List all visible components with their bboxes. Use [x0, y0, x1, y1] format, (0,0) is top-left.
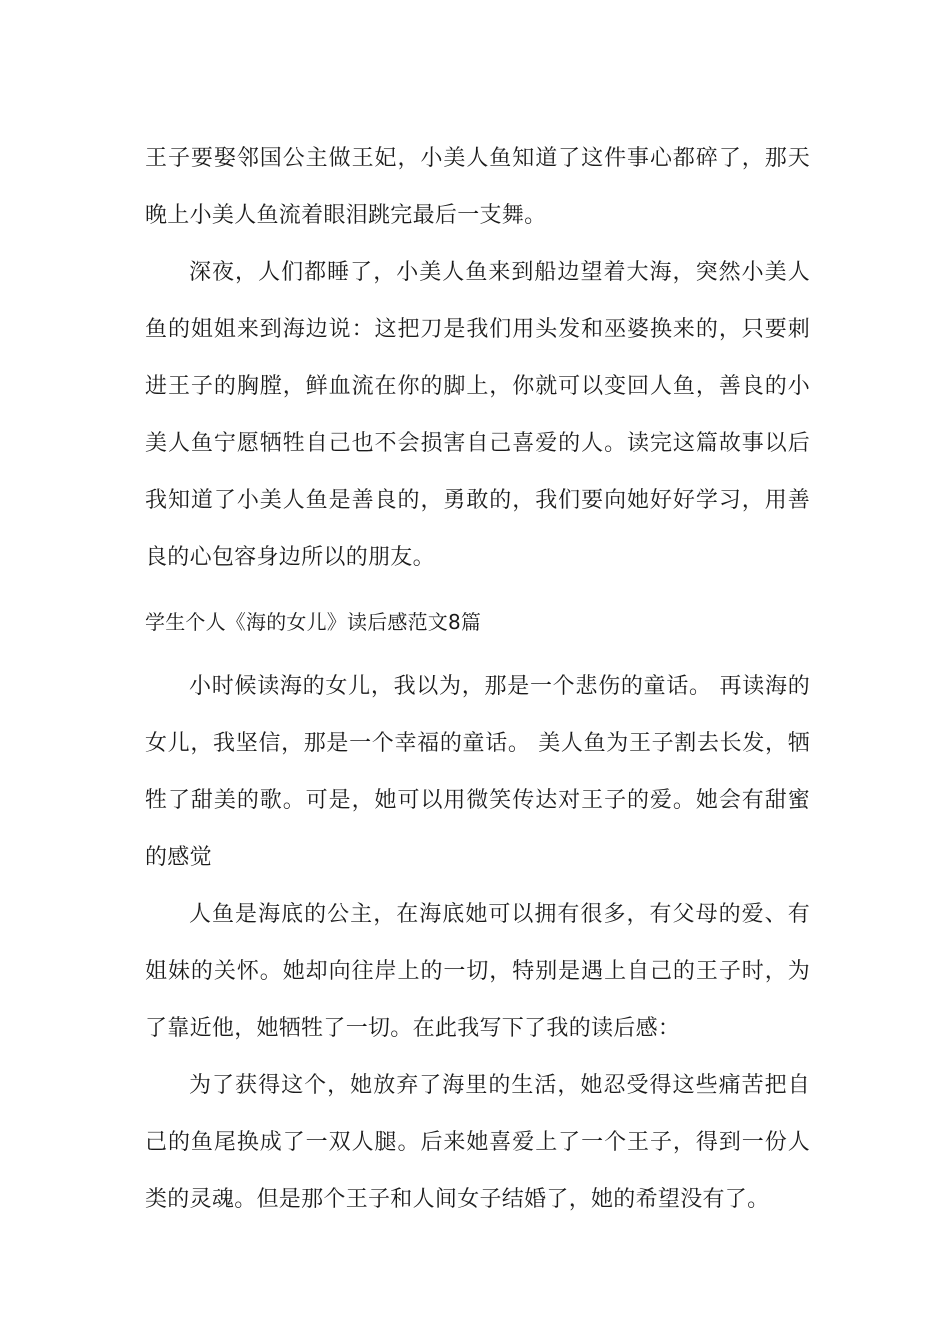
document-body: [145, 130, 810, 1228]
section-heading: 学生个人《海的女儿》读后感范文8篇: [145, 610, 482, 634]
paragraph-prince-marriage: 王子要娶邻国公主做王妃，小美人鱼知道了这件事心都碎了，那天晚上小美人鱼流着眼泪跳完最后一支舞。: [145, 146, 810, 228]
paragraph-midnight-knife: 深夜，人们都睡了，小美人鱼来到船边望着大海，突然小美人鱼的姐姐来到海边说：这把刀是我们用头发和巫婆换来的，只要刺进王子的胸膛，鲜血流在你的脚上，你就可以变回人鱼，善良的小美人鱼宁愿牺牲自己也不会损害自己喜爱的人。读完这篇故事以后我知道了小美人鱼是善良的，勇敢的，我们要向她好好学习，用善良的心包容身边所以的朋友。: [145, 260, 810, 570]
paragraph-childhood-reading: 小时候读海的女儿，我以为，那是一个悲伤的童话。 再读海的女儿，我坚信，那是一个幸福的童话。 美人鱼为王子割去长发，牺牲了甜美的歌。可是，她可以用微笑传达对王子的爱。她会有甜蜜的感觉: [145, 674, 810, 870]
paragraph-sea-princess: 人鱼是海底的公主，在海底她可以拥有很多，有父母的爱、有姐妹的关怀。她却向往岸上的一切，特别是遇上自己的王子时，为了靠近他，她牺牲了一切。在此我写下了我的读后感：: [145, 902, 810, 1041]
paragraph-sacrifice: 为了获得这个，她放弃了海里的生活，她忍受得这些痛苦把自己的鱼尾换成了一双人腿。后来她喜爱上了一个王子，得到一份人类的灵魂。但是那个王子和人间女子结婚了，她的希望没有了。: [145, 1073, 810, 1212]
